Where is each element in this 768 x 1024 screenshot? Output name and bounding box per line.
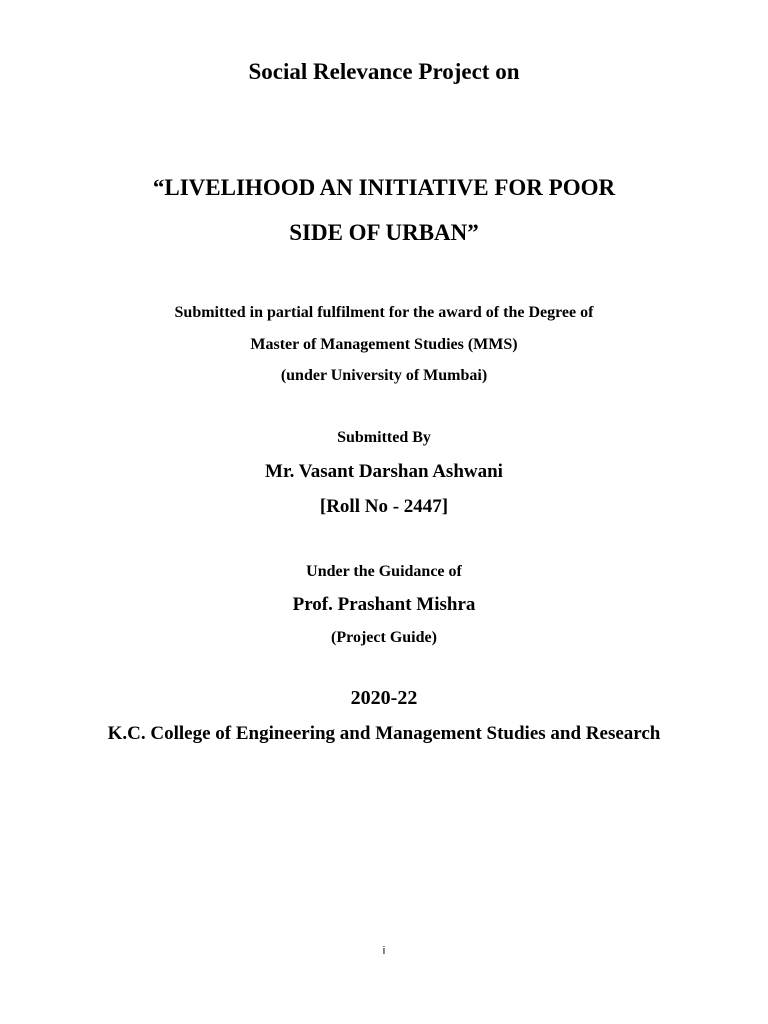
academic-year: 2020-22 (350, 687, 418, 709)
guide-name: Prof. Prashant Mishra (292, 594, 476, 615)
submission-statement-line-2: Master of Management Studies (MMS) (250, 336, 518, 353)
page-number: i (382, 945, 386, 957)
college-name: K.C. College of Engineering and Management Studies and Research (107, 723, 661, 744)
student-name: Mr. Vasant Darshan Ashwani (265, 461, 503, 482)
project-title-line-1: “LIVELIHOOD AN INITIATIVE FOR POOR (152, 175, 616, 200)
project-title-line-2: SIDE OF URBAN” (289, 220, 479, 245)
submission-statement-line-1: Submitted in partial fulfilment for the award of the Degree of (174, 304, 594, 321)
document-heading: Social Relevance Project on (248, 59, 520, 84)
guide-role: (Project Guide) (331, 629, 437, 646)
submitted-by-label: Submitted By (337, 429, 431, 446)
roll-number: [Roll No - 2447] (319, 496, 449, 517)
submission-statement-line-3: (under University of Mumbai) (280, 367, 488, 384)
guidance-label: Under the Guidance of (306, 563, 462, 580)
